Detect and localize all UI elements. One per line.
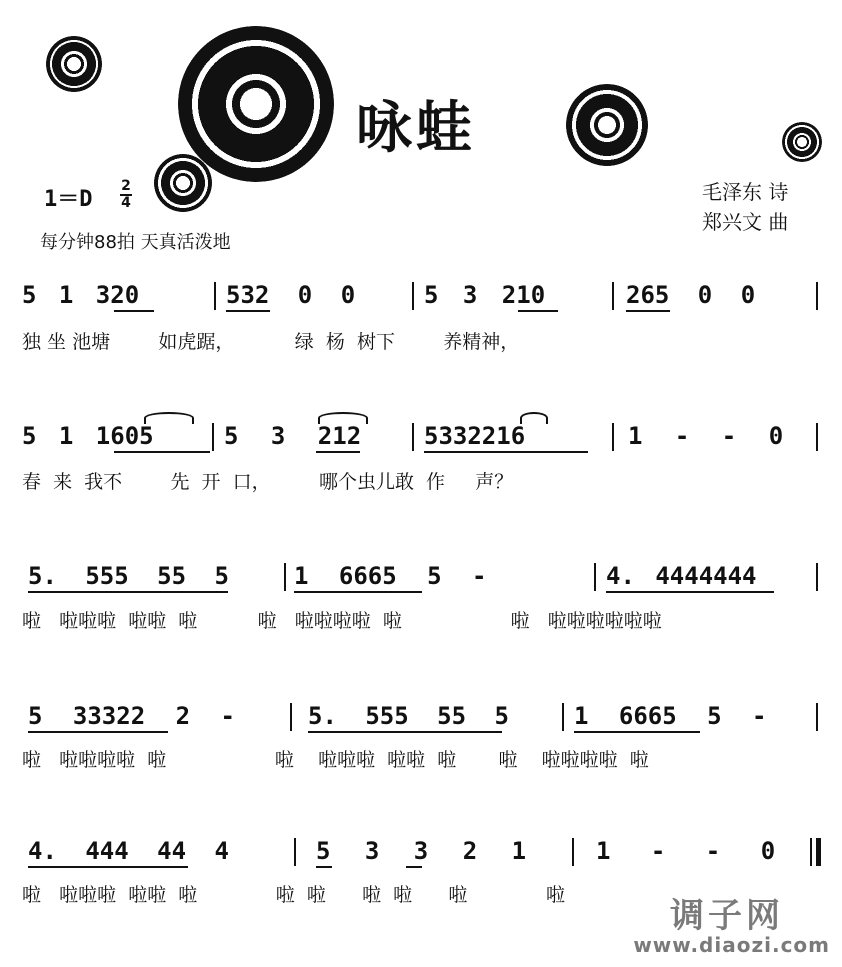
barline [562,703,564,731]
barline [412,423,414,451]
measure-4-1: 5 33322 2 - [28,702,235,730]
measure-5-1: 4. 444 44 4 [28,837,229,865]
lyricist-credit: 毛泽东 诗 [702,180,789,204]
lyrics-line-3: 啦 啦啦啦 啦啦 啦 啦 啦啦啦啦 啦 啦 啦啦啦啦啦啦 [22,610,662,632]
final-barline-thin [810,838,812,866]
barline [816,563,818,591]
song-title: 咏蛙 [356,96,476,161]
measure-4-3: 1 6665 5 - [574,702,767,730]
measure-1-4: 265 0 0 [626,281,756,309]
measure-3-1: 5. 555 55 5 [28,562,229,590]
measure-4-2: 5. 555 55 5 [308,702,509,730]
watermark-url: www.diaozi.com [633,933,830,957]
measure-2-2: 5 3 212 [224,422,362,450]
tempo-marking: 每分钟88拍 天真活泼地 [40,232,231,253]
measure-3-3: 4. 4444444 [606,562,757,590]
measure-5-3: 1 - - 0 [596,837,776,865]
barline [612,423,614,451]
barline [284,563,286,591]
barline [290,703,292,731]
final-barline-thick [816,838,821,866]
decorative-ring-mid [154,154,212,212]
decorative-ring-small-left [46,36,102,92]
measure-1-1: 5 1 320 [22,281,140,309]
time-signature-bottom: 4 [121,195,131,211]
barline [816,703,818,731]
lyrics-line-4: 啦 啦啦啦啦 啦 啦 啦啦啦 啦啦 啦 啦 啦啦啦啦 啦 [22,749,649,771]
lyrics-line-5: 啦 啦啦啦 啦啦 啦 啦 啦 啦 啦 啦 啦 [22,884,565,906]
time-signature-top: 2 [121,178,131,194]
barline [816,282,818,310]
barline [214,282,216,310]
composer-credit: 郑兴文 曲 [702,210,789,234]
barline [412,282,414,310]
measure-2-1: 5 1 1605 [22,422,154,450]
lyrics-line-1: 独 坐 池塘 如虎踞， 绿 杨 树下 养精神， [22,331,520,353]
measure-1-2: 532 0 0 [226,281,356,309]
key-signature: 1＝D [44,187,93,212]
barline [572,838,574,866]
measure-2-3: 5332216 [424,422,526,450]
decorative-ring-large [178,26,334,182]
measure-1-3: 5 3 210 [424,281,546,309]
decorative-ring-far-right [782,122,822,162]
barline [612,282,614,310]
measure-2-4: 1 - - 0 [628,422,784,450]
measure-3-2: 1 6665 5 - [294,562,487,590]
measure-5-2: 5 3 3 2 1 [316,837,527,865]
time-signature [120,180,132,210]
decorative-ring-right-title [566,84,648,166]
barline [594,563,596,591]
barline [294,838,296,866]
watermark-brand: 调子网 [670,896,784,936]
lyrics-line-2: 春 来 我不 先 开 口， 哪个虫儿敢 作 声？ [22,471,514,493]
barline [212,423,214,451]
barline [816,423,818,451]
